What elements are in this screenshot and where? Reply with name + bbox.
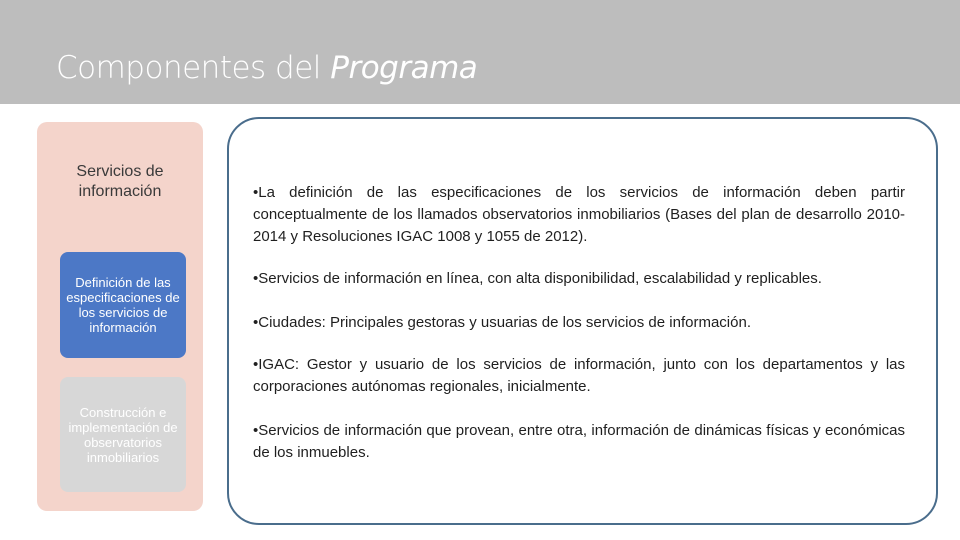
- bullet-item-2: •Servicios de información en línea, con alta disponibilidad, escalabilidad y replicables.: [253, 270, 822, 287]
- step-definicion[interactable]: Definición de las especificaciones de los servicios de información: [60, 252, 186, 358]
- bullet-item-1: •La definición de las especificaciones de los servicios de información deben partir conceptualmente de los llamados observatorios inmobiliarios (Bases del plan de desarrollo 2010-2014 y Resoluciones IGAC 1008 y 1055 de 2012).: [253, 184, 905, 245]
- bullet-item-4: •IGAC: Gestor y usuario de los servicios de información, junto con los departamentos y las corporaciones autónomas regionales, inicialmente.: [253, 356, 905, 395]
- header-bar: [0, 0, 960, 104]
- step-construccion[interactable]: Construcción e implementación de observatorios inmobiliarios: [60, 377, 186, 492]
- title-plain: Componentes del: [56, 50, 331, 86]
- title-italic: Programa: [330, 50, 478, 86]
- bullet-item-3: •Ciudades: Principales gestoras y usuarias de los servicios de información.: [253, 314, 751, 331]
- page-title: [56, 50, 477, 86]
- panel-heading: Servicios de información: [76, 163, 164, 200]
- bullet-item-5: •Servicios de información que provean, entre otra, información de dinámicas físicas y económicas de los inmuebles.: [253, 422, 905, 461]
